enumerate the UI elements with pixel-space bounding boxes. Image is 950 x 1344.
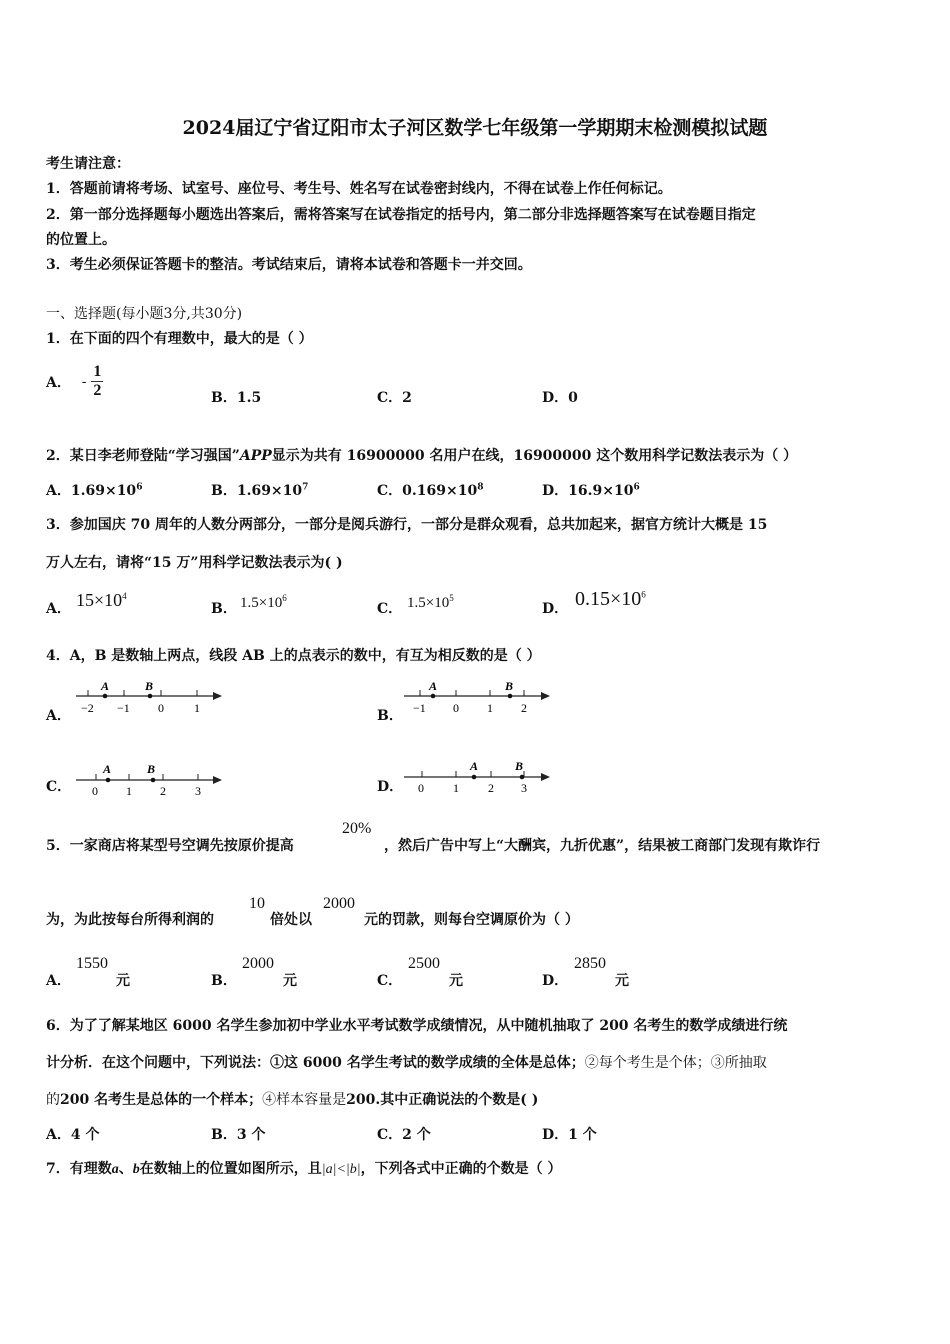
q4-b-tick-1: −1 [413, 701, 426, 715]
q3-d-val: 0.15×10 [575, 588, 642, 610]
q2-option-d [542, 480, 640, 500]
q5-c-unit: 元 [449, 973, 463, 989]
q4-a-point-a: A [101, 679, 110, 693]
q3-option-c [407, 593, 454, 612]
q4-c-tick-2: 1 [126, 784, 132, 798]
q5-line-1-pre: 5．一家商店将某型号空调先按原价提高 [46, 838, 294, 854]
q5-d-label: D． [542, 973, 569, 989]
q3-a-val: 15×10 [76, 590, 123, 610]
q4-b-tick-2: 0 [453, 701, 459, 715]
q7-stem-mid: 在数轴上的位置如图所示，且 [139, 1161, 322, 1177]
q2-d-exp: 6 [633, 482, 640, 493]
notice-heading: 考生请注意： [46, 156, 130, 172]
q7-stem-pre: 7．有理数 [46, 1161, 112, 1177]
q6-option-b: B．3 个 [211, 1127, 266, 1143]
q4-c-tick-1: 0 [92, 784, 98, 798]
q5-fine: 2000 [323, 895, 355, 912]
q3-option-b [240, 593, 287, 612]
q5-a-unit: 元 [116, 973, 130, 989]
q4-d-tick-3: 2 [488, 781, 494, 795]
q3-b-exp: 6 [282, 593, 287, 603]
q3-option-d [575, 588, 646, 611]
q4-c-tick-3: 2 [160, 784, 166, 798]
q7-var-a: a [111, 1162, 119, 1177]
q7-var-b: b [132, 1162, 140, 1177]
q6-line-3-light: 的 [46, 1092, 60, 1108]
q6-option-c: C．2 个 [377, 1127, 431, 1143]
q3-c-label: C． [377, 601, 403, 617]
q3-d-exp: 6 [641, 589, 646, 600]
q6-line-1: 6．为了了解某地区 6000 名学生参加初中学业水平考试数学成绩情况，从中随机抽取了 200 名考生的数学成绩进行统 [46, 1018, 788, 1034]
q5-b-unit: 元 [283, 973, 297, 989]
q5-times: 10 [249, 895, 265, 912]
q5-d-unit: 元 [615, 973, 629, 989]
q3-a-label: A． [46, 601, 71, 617]
q3-d-label: D． [542, 601, 569, 617]
q5-percent: 20% [342, 820, 372, 837]
q7-sep: 、 [118, 1161, 133, 1177]
q2-a-text: A．1.69×10 [46, 483, 137, 499]
page-title: 2024届辽宁省辽阳市太子河区数学七年级第一学期期末检测模拟试题 [182, 117, 768, 139]
q1-option-b: B．1.5 [211, 390, 262, 406]
q2-stem [46, 445, 797, 465]
q5-line-2-b: 倍处以 [270, 912, 312, 928]
q7-abs-expr: |a|<|b| [321, 1162, 361, 1177]
q4-c-tick-4: 3 [195, 784, 201, 798]
notice-item-3: 3．考生必须保证答题卡的整洁。考试结束后，请将本试卷和答题卡一并交回。 [46, 257, 532, 273]
q6-line-2 [46, 1052, 767, 1072]
q2-stem-post: 显示为共有 16900000 名用户在线，16900000 这个数用科学记数法表示为（ ） [271, 448, 798, 464]
q5-a-label: A． [46, 973, 71, 989]
q1-option-d: D．0 [542, 390, 578, 406]
q3-b-label: B． [211, 601, 237, 617]
q4-c-point-b: B [147, 762, 156, 776]
q4-c-point-a: A [103, 762, 112, 776]
q3-b-val: 1.5×10 [240, 595, 283, 611]
q5-b-label: B． [211, 973, 237, 989]
q2-c-text: C．0.169×10 [377, 483, 478, 499]
q4-a-tick-1: −2 [81, 701, 94, 715]
q5-d-value: 2850 [574, 955, 606, 972]
q1-a-fraction [91, 363, 103, 400]
q4-a-label: A． [46, 708, 71, 724]
q6-option-a: A．4 个 [46, 1127, 100, 1143]
q4-stem: 4．A，B 是数轴上两点，线段 AB 上的点表示的数中，有互为相反数的是（ ） [46, 648, 541, 664]
q1-a-numerator: 1 [93, 363, 102, 380]
q4-d-point-b: B [515, 759, 524, 773]
q4-b-point-a: A [429, 679, 438, 693]
q7-stem [46, 1158, 561, 1178]
q7-stem-post: ，下列各式中正确的个数是（ ） [360, 1161, 562, 1177]
q2-stem-pre: 2．某日李老师登陆“学习强国” [46, 448, 240, 464]
q6-line-2-bold: 计分析．在这个问题中，下列说法：①这 6000 名学生考试的数学成绩的全体是总体； [46, 1055, 585, 1071]
q4-d-tick-2: 1 [453, 781, 459, 795]
notice-item-2: 2．第一部分选择题每小题选出答案后，需将答案写在试卷指定的括号内，第二部分非选择题答案写在试卷题目指定 [46, 207, 756, 223]
q5-b-value: 2000 [242, 955, 274, 972]
q4-c-label: C． [46, 779, 72, 795]
q4-b-label: B． [377, 708, 403, 724]
q6-line-3-light-2: ④样本容量是 [262, 1092, 347, 1108]
q4-d-tick-4: 3 [521, 781, 527, 795]
q6-line-3 [46, 1089, 538, 1109]
q1-stem: 1．在下面的四个有理数中，最大的是（ ） [46, 331, 313, 347]
section-heading: 一、选择题(每小题3分,共30分) [46, 306, 243, 322]
q5-line-2-a: 为，为此按每台所得利润的 [46, 912, 214, 928]
q4-a-tick-2: −1 [117, 701, 130, 715]
q4-a-tick-3: 0 [158, 701, 164, 715]
q6-line-3-bold-2: 200.其中正确说法的个数是( ) [346, 1092, 539, 1108]
q3-line-1: 3．参加国庆 70 周年的人数分两部分，一部分是阅兵游行，一部分是群众观看，总共加起来，据官方统计大概是 15 [46, 517, 768, 533]
q2-c-exp: 8 [477, 482, 484, 493]
q4-axis-d [400, 757, 555, 799]
q6-option-d: D．1 个 [542, 1127, 597, 1143]
q2-d-text: D．16.9×10 [542, 483, 634, 499]
q2-b-text: B．1.69×10 [211, 483, 303, 499]
q1-option-a [46, 363, 103, 400]
q1-a-label: A． [46, 374, 71, 391]
q3-c-exp: 5 [449, 593, 454, 603]
q3-c-val: 1.5×10 [407, 595, 450, 611]
q2-a-exp: 6 [136, 482, 143, 493]
q4-d-point-a: A [470, 759, 479, 773]
q4-d-tick-1: 0 [418, 781, 424, 795]
q1-a-sign: - [81, 373, 87, 390]
q5-line-2-c: 元的罚款，则每台空调原价为（ ） [364, 912, 579, 928]
q4-b-point-b: B [505, 679, 514, 693]
q3-a-exp: 4 [122, 591, 127, 601]
q5-a-value: 1550 [76, 955, 108, 972]
q5-c-value: 2500 [408, 955, 440, 972]
notice-item-2-cont: 的位置上。 [46, 232, 116, 248]
q4-axis-a [72, 676, 227, 718]
q5-line-1-post: ，然后广告中写上“大酬宾，九折优惠”，结果被工商部门发现有欺诈行 [384, 838, 821, 854]
q1-option-c: C．2 [377, 390, 412, 406]
q4-axis-b [400, 676, 555, 718]
notice-item-1: 1．答题前请将考场、试室号、座位号、考生号、姓名写在试卷密封线内，不得在试卷上作任何标记。 [46, 181, 672, 197]
q4-axis-c [72, 760, 227, 802]
q4-d-label: D． [377, 779, 404, 795]
q6-line-2-light: ②每个考生是个体；③所抽取 [584, 1055, 767, 1071]
q3-option-a [76, 590, 127, 611]
q4-a-point-b: B [145, 679, 154, 693]
q4-b-tick-3: 1 [487, 701, 493, 715]
q2-b-exp: 7 [302, 482, 309, 493]
q4-b-tick-4: 2 [521, 701, 527, 715]
q2-stem-app: APP [239, 448, 272, 464]
q4-a-tick-4: 1 [194, 701, 200, 715]
q2-option-c [377, 480, 483, 500]
q2-option-a [46, 480, 142, 500]
q5-c-label: C． [377, 973, 403, 989]
q1-a-denominator: 2 [93, 382, 102, 399]
q2-option-b [211, 480, 308, 500]
q6-line-3-bold: 200 名考生是总体的一个样本； [60, 1092, 263, 1108]
q3-line-2: 万人左右，请将“15 万”用科学记数法表示为( ) [46, 555, 343, 571]
